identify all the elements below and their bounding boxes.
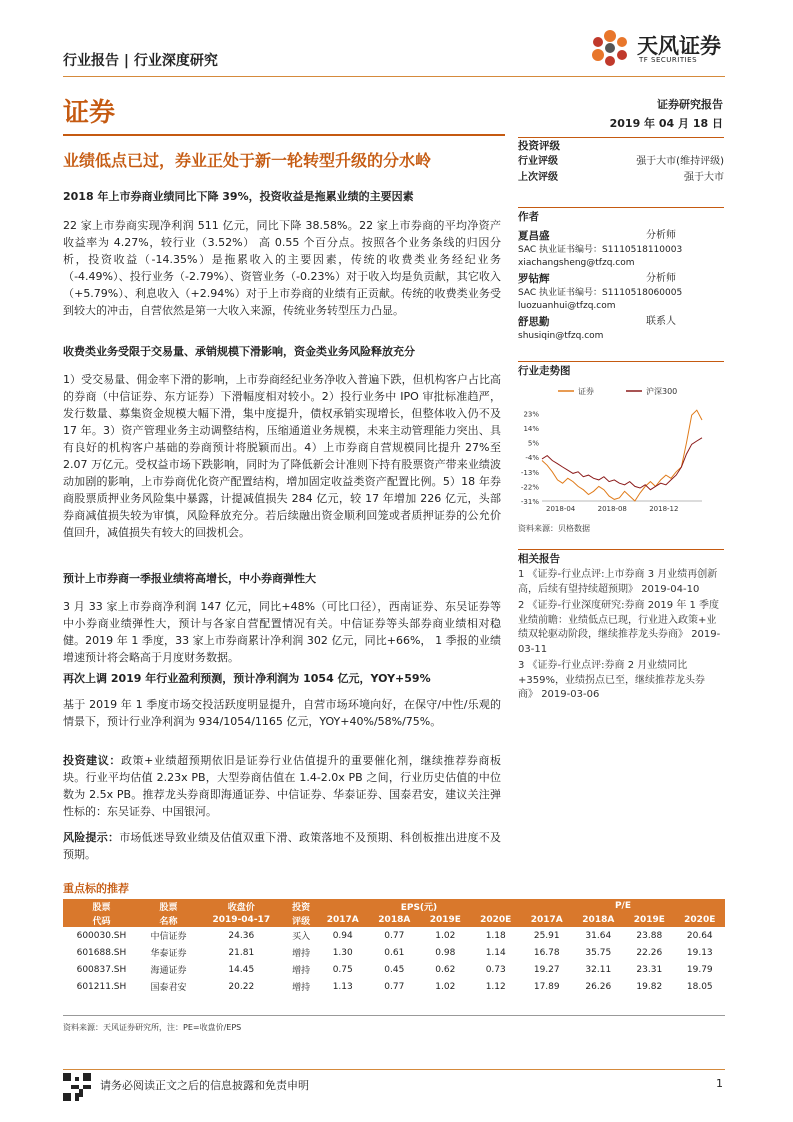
col-header: 收盘价 bbox=[197, 899, 285, 913]
related-item-title: 3 《证券-行业点评:券商 2 月业绩同比+359%，业绩拐点已至，继续推荐龙头券商》 bbox=[518, 660, 705, 700]
table-cell: 26.26 bbox=[585, 981, 612, 992]
section-3 bbox=[63, 570, 501, 666]
table-row bbox=[63, 927, 725, 944]
table-heading: 重点标的推荐 bbox=[63, 882, 129, 895]
table-row bbox=[63, 961, 725, 978]
col-header: 名称 bbox=[140, 913, 197, 927]
series-line-证券 bbox=[542, 410, 702, 501]
table-cell: 1.02 bbox=[435, 930, 456, 941]
col-header: 2017A bbox=[317, 913, 369, 927]
invest-body: 政策+业绩超预期依旧是证券行业估值提升的重要催化剂，继续推荐券商板块。行业平均估值 2.23x PB，大型券商估值在 1.4-2.0x PB 之间，行业历史估值的中位数为 2.5x PB。推荐龙头券商即海通证券、中信证券、华泰证券、国泰君安，建议关注弹性标的：东吴证券、中国银河。 bbox=[63, 754, 502, 818]
table-cell: 0.98 bbox=[435, 947, 456, 958]
trend-heading-box bbox=[518, 362, 724, 380]
section-2 bbox=[63, 343, 501, 541]
title-rule bbox=[63, 134, 505, 136]
table-cell: 22.26 bbox=[636, 947, 663, 958]
author-email[interactable]: luozuanhui@tfzq.com bbox=[518, 301, 616, 311]
table-cell: 18.05 bbox=[686, 981, 713, 992]
logo-subtext: TF SECURITIES bbox=[639, 56, 698, 64]
table-cell: 600837.SH bbox=[76, 964, 127, 975]
table-cell: 0.75 bbox=[332, 964, 353, 975]
col-header: 2019-04-17 bbox=[197, 913, 285, 927]
table-cell: 0.61 bbox=[384, 947, 405, 958]
trend-heading: 行业走势图 bbox=[518, 365, 571, 377]
section-3-body: 3 月 33 家上市券商净利润 147 亿元，同比+48%（可比口径），西南证券、东吴证券等中小券商业绩弹性大，预计与各家自营配置情况有关。中信证券等头部券商业绩相对稳健。2019 年 1 季度，33 家上市券商累计净利润 302 亿元，同比+66%， 1 季报的业绩增速预计将会略高于月度财务数据。 bbox=[63, 600, 501, 664]
author-email[interactable]: shusiqin@tfzq.com bbox=[518, 331, 604, 341]
table-cell: 23.31 bbox=[636, 964, 663, 975]
table-cell: 20.22 bbox=[228, 981, 255, 992]
authors-box bbox=[518, 208, 724, 343]
related-item-date: 2019-03-11 bbox=[518, 629, 721, 655]
table-cell: 32.11 bbox=[585, 964, 612, 975]
section-4 bbox=[63, 670, 501, 730]
table-cell: 1.02 bbox=[435, 981, 456, 992]
col-header: 股票 bbox=[140, 899, 197, 913]
industry-rating-label: 行业评级 bbox=[518, 156, 558, 167]
recommend-table bbox=[63, 899, 725, 995]
table-cell: 增持 bbox=[292, 949, 311, 959]
table-cell: 21.81 bbox=[228, 947, 255, 958]
table-cell: 19.27 bbox=[533, 964, 560, 975]
table-cell: 0.94 bbox=[332, 930, 353, 941]
author-1 bbox=[518, 228, 724, 270]
section-1 bbox=[63, 188, 501, 319]
col-header-eps: EPS(元) bbox=[317, 899, 521, 913]
related-heading: 相关报告 bbox=[518, 553, 560, 565]
related-item-date: 2019-04-10 bbox=[641, 583, 700, 595]
table-cell: 0.77 bbox=[384, 981, 405, 992]
col-header: 2018A bbox=[369, 913, 421, 927]
table-cell: 国泰君安 bbox=[150, 983, 187, 993]
last-rating-label: 上次评级 bbox=[518, 172, 558, 183]
table-cell: 1.14 bbox=[485, 947, 506, 958]
invest-label: 投资建议： bbox=[63, 754, 121, 767]
table-row bbox=[63, 944, 725, 961]
footer-rule bbox=[63, 1069, 725, 1070]
table-cell: 601688.SH bbox=[76, 947, 127, 958]
table-cell: 25.91 bbox=[533, 930, 560, 941]
author-cert: SAC 执业证书编号：S1110518110003 bbox=[518, 245, 683, 255]
legend-label: 证券 bbox=[578, 387, 594, 396]
legend-label: 沪深300 bbox=[646, 387, 678, 396]
logo-flower-icon bbox=[585, 24, 635, 74]
table-cell: 1.13 bbox=[332, 981, 353, 992]
table-cell: 20.64 bbox=[686, 930, 713, 941]
table-header-row bbox=[63, 899, 725, 913]
col-header: 2017A bbox=[521, 913, 573, 927]
section-2-heading: 收费类业务受限于交易量、承销规模下滑影响，资金类业务风险释放充分 bbox=[63, 345, 415, 358]
related-item-title: 2 《证券-行业深度研究:券商 2019 年 1 季度业绩前瞻：业绩低点已现，行业进入政策+业绩双轮驱动阶段，继续推荐龙头券商》 bbox=[518, 600, 720, 640]
table-cell: 买入 bbox=[292, 932, 311, 942]
table-cell: 600030.SH bbox=[76, 930, 127, 941]
table-header-row bbox=[63, 913, 725, 927]
x-tick-label: 2018-08 bbox=[597, 505, 627, 513]
table-cell: 0.45 bbox=[384, 964, 405, 975]
author-name: 夏昌盛 bbox=[518, 230, 550, 242]
author-email[interactable]: xiachangsheng@tfzq.com bbox=[518, 258, 635, 268]
author-cert: SAC 执业证书编号：S1110518060005 bbox=[518, 288, 683, 298]
logo-text: 天风证券 bbox=[637, 34, 721, 58]
related-item[interactable] bbox=[518, 568, 724, 597]
related-reports bbox=[518, 550, 724, 703]
col-header: 2020E bbox=[675, 913, 725, 927]
col-header: 2019E bbox=[420, 913, 470, 927]
company-logo bbox=[585, 18, 735, 78]
author-2 bbox=[518, 271, 724, 313]
y-tick-label: 23% bbox=[523, 410, 539, 419]
table-cell: 14.45 bbox=[228, 964, 255, 975]
author-name: 罗钻辉 bbox=[518, 273, 550, 285]
section-2-body: 1）受交易量、佣金率下滑的影响，上市券商经纪业务净收入普遍下跌，但机构客户占比高的券商（中信证券、东方证券）下滑幅度相对较小。2）投行业务中 IPO 审批标准趋严，发行数量、募集资金规模大幅下滑，集中度提升，债权承销实现增长，但整体收入仍不及 17 年。3）资产管理业务主动调整结构，压缩通道业务规模，未来主动管理能力突出、具有良好的机构客户基础的券商预计将脱颖而出。4）上市券商自营规模同比提升 27%至 2.07 万亿元。受权益市场下跌影响，同时为了降低新会计准则下持有股票资产带来业绩波动加剧的影响，上市券商优化资产配置结构，增加固定收益类资产配置比例。5）18 年券商股票质押业务风险集中暴露，计提减值损失 284 亿元，较 17 年增加 226 亿元，头部券商减值损失较为审慎，风险释放充分。若后续融出资金顺利回笼或者质押证券的公允价值回升，减值损失有较大的回拨机会。 bbox=[63, 373, 501, 539]
related-item[interactable] bbox=[518, 599, 724, 657]
section-4-body: 基于 2019 年 1 季度市场交投活跃度明显提升，自营市场环境向好，在保守/中性/乐观的情景下，预计行业净利润为 934/1054/1165 亿元，YOY+40%/58%/75%。 bbox=[63, 698, 501, 728]
y-tick-label: -13% bbox=[520, 468, 539, 477]
table-cell: 0.62 bbox=[435, 964, 456, 975]
related-item-date: 2019-03-06 bbox=[541, 689, 600, 700]
y-tick-label: 14% bbox=[523, 425, 539, 434]
col-header: 投资 bbox=[285, 899, 317, 913]
page-title: 业绩低点已过，券业正处于新一轮转型升级的分水岭 bbox=[63, 151, 432, 170]
author-3 bbox=[518, 314, 724, 343]
table-cell: 23.88 bbox=[636, 930, 663, 941]
col-header: 评级 bbox=[285, 913, 317, 927]
table-cell: 16.78 bbox=[533, 947, 560, 958]
report-category: 行业报告 | 行业深度研究 bbox=[63, 53, 218, 69]
col-header: 2019E bbox=[624, 913, 674, 927]
y-tick-label: 5% bbox=[527, 439, 539, 448]
col-header: 股票 bbox=[63, 899, 140, 913]
authors-heading: 作者 bbox=[518, 211, 539, 223]
y-tick-label: -4% bbox=[525, 454, 539, 463]
table-cell: 31.64 bbox=[585, 930, 612, 941]
rating-box bbox=[518, 138, 724, 186]
col-header-pe: P/E bbox=[521, 899, 725, 913]
industry-rating-value: 强于大市(维持评级) bbox=[636, 156, 724, 167]
table-cell: 1.12 bbox=[485, 981, 506, 992]
table-cell: 35.75 bbox=[585, 947, 612, 958]
col-header: 2018A bbox=[573, 913, 625, 927]
col-header: 代码 bbox=[63, 913, 140, 927]
rating-heading: 投资评级 bbox=[518, 140, 560, 152]
header-rule bbox=[63, 76, 725, 77]
chart-source: 资料来源：贝格数据 bbox=[518, 524, 590, 533]
author-role: 分析师 bbox=[646, 273, 676, 284]
risk-warning bbox=[63, 829, 501, 863]
section-4-heading: 再次上调 2019 年行业盈利预测，预计净利润为 1054 亿元，YOY+59% bbox=[63, 672, 431, 685]
investment-advice bbox=[63, 752, 501, 820]
table-cell: 24.36 bbox=[228, 930, 255, 941]
x-tick-label: 2018-12 bbox=[649, 505, 679, 513]
report-date: 2019 年 04 月 18 日 bbox=[609, 117, 723, 130]
section-1-heading: 2018 年上市券商业绩同比下降 39%，投资收益是拖累业绩的主要因素 bbox=[63, 190, 414, 203]
table-cell: 19.82 bbox=[636, 981, 663, 992]
author-role: 分析师 bbox=[646, 230, 676, 241]
col-header: 2020E bbox=[471, 913, 521, 927]
disclaimer-text: 请务必阅读正文之后的信息披露和免责申明 bbox=[100, 1079, 309, 1092]
table-cell: 增持 bbox=[292, 966, 311, 976]
section-3-heading: 预计上市券商一季报业绩将高增长，中小券商弹性大 bbox=[63, 572, 316, 585]
table-cell: 17.89 bbox=[533, 981, 560, 992]
section-1-body: 22 家上市券商实现净利润 511 亿元，同比下降 38.58%。22 家上市券商的平均净资产收益率为 4.27%，较行业（3.52%） 高 0.55 个百分点。按照各个业务条线的归因分析，投资收益（-14.35%）是拖累收入的主要因素，传统的收费类业务经纪业务（-4.49%）、投行业务（-2.79%）、资管业务（-0.23%）对于收入均是负贡献，其它收入（+5.79%）、利息收入（+2.94%）对于上市券商的业绩有正贡献。传统的收费类业务受到较大的冲击，自营依然是第一大收入来源，传统业务转型压力凸显。 bbox=[63, 219, 501, 317]
qr-code-icon bbox=[63, 1073, 91, 1101]
table-note: 资料来源：天风证券研究所，注：PE=收盘价/EPS bbox=[63, 1023, 242, 1032]
table-cell: 1.30 bbox=[332, 947, 353, 958]
related-item-title: 1 《证券-行业点评:上市券商 3 月业绩再创新高，后续有望持续超预期》 bbox=[518, 569, 718, 595]
table-cell: 1.18 bbox=[485, 930, 506, 941]
table-cell: 海通证券 bbox=[150, 966, 187, 976]
risk-label: 风险提示： bbox=[63, 831, 120, 844]
table-cell: 华泰证券 bbox=[150, 949, 187, 959]
table-cell: 0.73 bbox=[485, 964, 506, 975]
sector-name: 证券 bbox=[63, 98, 116, 128]
industry-trend-chart bbox=[518, 383, 724, 518]
table-cell: 19.79 bbox=[686, 964, 713, 975]
last-rating-value: 强于大市 bbox=[684, 172, 724, 183]
page-number: 1 bbox=[716, 1077, 723, 1090]
report-type: 证券研究报告 bbox=[657, 98, 723, 111]
table-cell: 0.77 bbox=[384, 930, 405, 941]
table-row bbox=[63, 978, 725, 995]
y-tick-label: -31% bbox=[520, 498, 539, 506]
table-cell: 601211.SH bbox=[76, 981, 127, 992]
related-item[interactable] bbox=[518, 659, 724, 703]
risk-body: 市场低迷导致业绩及估值双重下滑、政策落地不及预期、科创板推出进度不及预期。 bbox=[63, 831, 502, 861]
table-cell: 19.13 bbox=[686, 947, 713, 958]
table-cell: 增持 bbox=[292, 983, 311, 993]
table-bottom-rule bbox=[63, 1015, 725, 1016]
y-tick-label: -22% bbox=[520, 483, 539, 492]
author-role: 联系人 bbox=[646, 316, 676, 327]
series-line-沪深300 bbox=[542, 438, 702, 490]
x-tick-label: 2018-04 bbox=[546, 505, 576, 513]
table-cell: 中信证券 bbox=[150, 932, 187, 942]
author-name: 舒思勤 bbox=[518, 316, 550, 328]
